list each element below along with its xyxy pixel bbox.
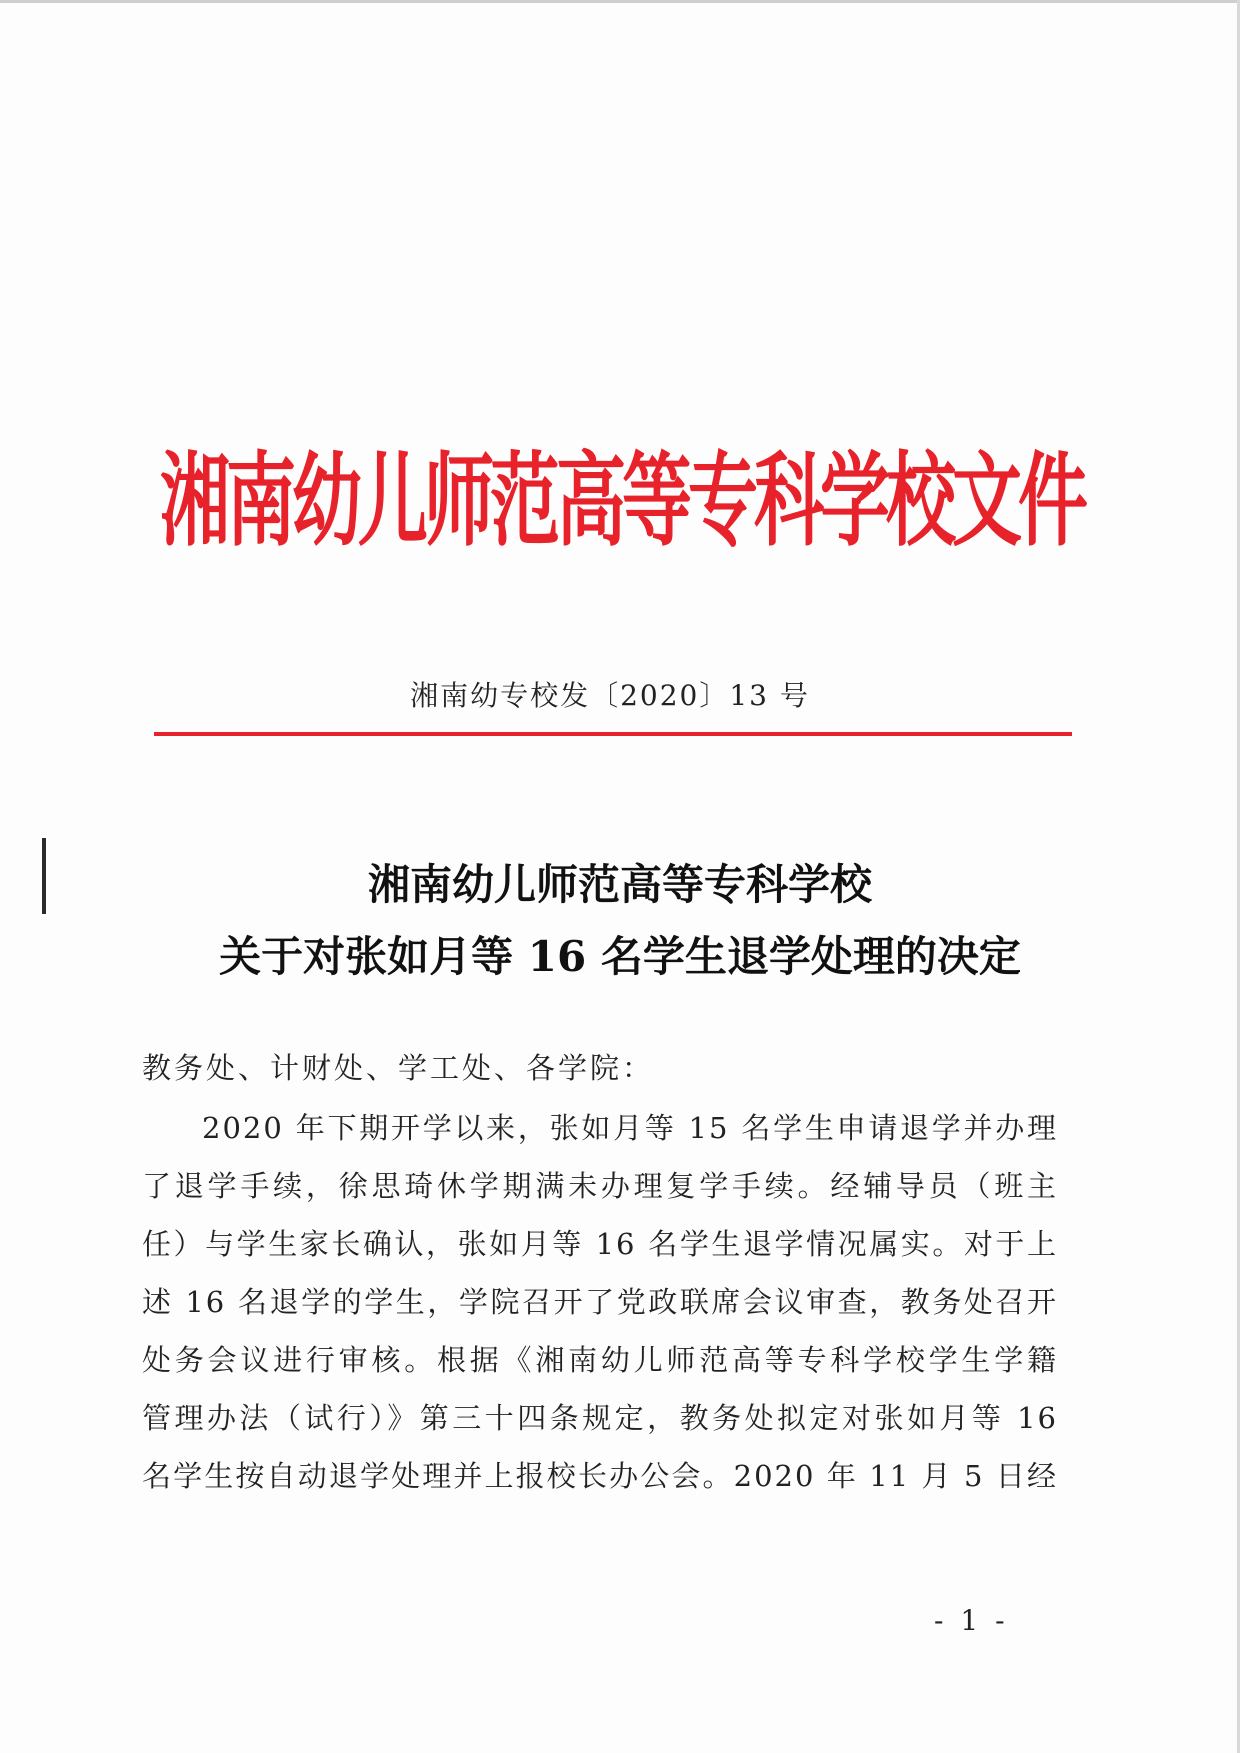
- document-title-line-1: 湘南幼儿师范高等专科学校: [367, 860, 872, 909]
- document-title-line-2: 关于对张如月等 16 名学生退学处理的决定: [219, 932, 1021, 981]
- body-line: 了退学手续，徐思琦休学期满未办理复学手续。经辅导员（班主: [142, 1169, 1058, 1203]
- body-line: 管理办法（试行）》第三十四条规定，教务处拟定对张如月等 16: [142, 1401, 1058, 1435]
- binding-margin-mark: [42, 838, 46, 914]
- scan-edge-top: [0, 0, 1240, 3]
- body-line: 2020 年下期开学以来，张如月等 15 名学生申请退学并办理: [202, 1111, 1058, 1145]
- masthead-title: 湘南幼儿师范高等专科学校文件: [160, 441, 1084, 561]
- page-number: - 1 -: [934, 1604, 1009, 1637]
- body-line: 述 16 名退学的学生，学院召开了党政联席会议审查，教务处召开: [142, 1285, 1058, 1319]
- salutation: 教务处、计财处、学工处、各学院：: [142, 1051, 655, 1085]
- document-number: 湘南幼专校发〔2020〕13 号: [410, 679, 810, 712]
- body-line: 名学生按自动退学处理并上报校长办公会。2020 年 11 月 5 日经: [142, 1459, 1058, 1493]
- body-line: 任）与学生家长确认，张如月等 16 名学生退学情况属实。对于上: [142, 1227, 1058, 1261]
- red-divider-line: [154, 732, 1072, 736]
- body-line: 处务会议进行审核。根据《湘南幼儿师范高等专科学校学生学籍: [142, 1343, 1058, 1377]
